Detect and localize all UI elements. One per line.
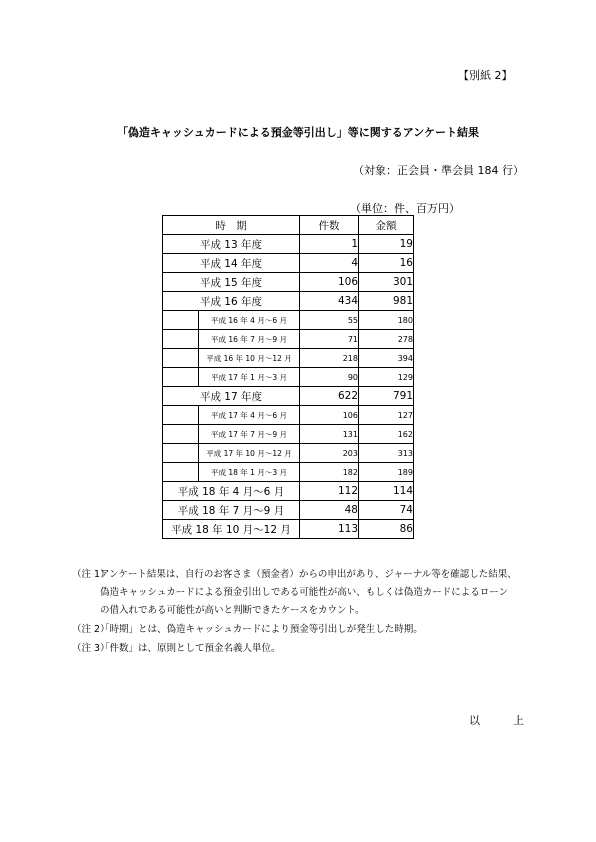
count-cell: 106 — [300, 273, 359, 292]
note-3-text: 「件数」は、原則として預金名義人単位。 — [100, 643, 281, 654]
quarter-amount-cell: 394 — [359, 349, 414, 368]
amount-cell: 791 — [359, 387, 414, 406]
period-cell: 平成 13 年度 — [163, 235, 300, 254]
period-cell: 平成 16 年度 — [163, 292, 300, 311]
quarter-amount-cell: 313 — [359, 444, 414, 463]
quarter-count-cell: 182 — [300, 463, 359, 482]
quarter-count-cell: 203 — [300, 444, 359, 463]
quarter-row — [163, 425, 414, 444]
period-cell: 平成 14 年度 — [163, 254, 300, 273]
table-row-fy16 — [163, 292, 414, 311]
results-table — [162, 215, 414, 539]
indent-cell — [163, 444, 199, 463]
table-row — [163, 501, 414, 520]
count-cell: 4 — [300, 254, 359, 273]
quarter-period-cell: 平成 18 年 1 月～3 月 — [199, 463, 300, 482]
quarter-row — [163, 444, 414, 463]
period-cell: 平成 18 年 7 月～9 月 — [163, 501, 300, 520]
note-1-line-3: の借入れである可能性が高いと判断できたケースをカウント。 — [100, 605, 365, 616]
table-row — [163, 235, 414, 254]
amount-cell: 74 — [359, 501, 414, 520]
count-cell: 1 — [300, 235, 359, 254]
table-header-row — [163, 216, 414, 235]
table-row — [163, 482, 414, 501]
table-row — [163, 520, 414, 539]
header-amount: 金額 — [359, 216, 414, 235]
unit-label: （単位：件、百万円） — [350, 202, 460, 215]
indent-cell — [163, 330, 199, 349]
quarter-count-cell: 71 — [300, 330, 359, 349]
amount-cell: 114 — [359, 482, 414, 501]
table-row-fy17 — [163, 387, 414, 406]
period-cell: 平成 15 年度 — [163, 273, 300, 292]
quarter-row — [163, 463, 414, 482]
quarter-period-cell: 平成 17 年 4 月～6 月 — [199, 406, 300, 425]
quarter-period-cell: 平成 16 年 10 月～12 月 — [199, 349, 300, 368]
quarter-amount-cell: 180 — [359, 311, 414, 330]
count-cell: 622 — [300, 387, 359, 406]
note-3-label: （注 3） — [72, 643, 110, 654]
quarter-row — [163, 311, 414, 330]
quarter-period-cell: 平成 16 年 4 月～6 月 — [199, 311, 300, 330]
period-cell: 平成 18 年 4 月～6 月 — [163, 482, 300, 501]
amount-cell: 19 — [359, 235, 414, 254]
table-row — [163, 254, 414, 273]
quarter-row — [163, 349, 414, 368]
note-1-line-1: アンケート結果は、自行のお客さま（預金者）からの申出があり、ジャーナル等を確認した結果、 — [100, 569, 517, 580]
count-cell: 434 — [300, 292, 359, 311]
quarter-period-cell: 平成 16 年 7 月～9 月 — [199, 330, 300, 349]
amount-cell: 16 — [359, 254, 414, 273]
period-cell: 平成 18 年 10 月～12 月 — [163, 520, 300, 539]
indent-cell — [163, 311, 199, 330]
quarter-row — [163, 330, 414, 349]
quarter-row — [163, 368, 414, 387]
quarter-period-cell: 平成 17 年 1 月～3 月 — [199, 368, 300, 387]
quarter-count-cell: 106 — [300, 406, 359, 425]
quarter-period-cell: 平成 17 年 10 月～12 月 — [199, 444, 300, 463]
end-mark: 以 上 — [469, 714, 524, 727]
count-cell: 112 — [300, 482, 359, 501]
indent-cell — [163, 463, 199, 482]
amount-cell: 981 — [359, 292, 414, 311]
quarter-amount-cell: 127 — [359, 406, 414, 425]
attachment-label: 【別紙 2】 — [458, 69, 513, 82]
quarter-count-cell: 90 — [300, 368, 359, 387]
note-2-label: （注 2） — [72, 624, 110, 635]
amount-cell: 301 — [359, 273, 414, 292]
indent-cell — [163, 368, 199, 387]
count-cell: 48 — [300, 501, 359, 520]
quarter-period-cell: 平成 17 年 7 月～9 月 — [199, 425, 300, 444]
table-row — [163, 273, 414, 292]
quarter-amount-cell: 162 — [359, 425, 414, 444]
quarter-amount-cell: 278 — [359, 330, 414, 349]
period-cell: 平成 17 年度 — [163, 387, 300, 406]
quarter-amount-cell: 189 — [359, 463, 414, 482]
note-1-line-2: 偽造キャッシュカードによる預金引出しである可能性が高い、もしくは偽造カードによるローン — [100, 587, 509, 598]
indent-cell — [163, 425, 199, 444]
quarter-row — [163, 406, 414, 425]
indent-cell — [163, 406, 199, 425]
count-cell: 113 — [300, 520, 359, 539]
header-count: 件数 — [300, 216, 359, 235]
amount-cell: 86 — [359, 520, 414, 539]
document-title: 「偽造キャッシュカードによる預金等引出し」等に関するアンケート結果 — [116, 126, 480, 139]
header-period: 時 期 — [163, 216, 300, 235]
survey-scope: （対象：正会員・準会員 184 行） — [353, 164, 524, 177]
note-2-text: 「時期」とは、偽造キャッシュカードにより預金等引出しが発生した時期。 — [100, 624, 423, 635]
indent-cell — [163, 349, 199, 368]
quarter-amount-cell: 129 — [359, 368, 414, 387]
quarter-count-cell: 218 — [300, 349, 359, 368]
quarter-count-cell: 55 — [300, 311, 359, 330]
quarter-count-cell: 131 — [300, 425, 359, 444]
note-1-label: （注 1） — [72, 569, 110, 580]
